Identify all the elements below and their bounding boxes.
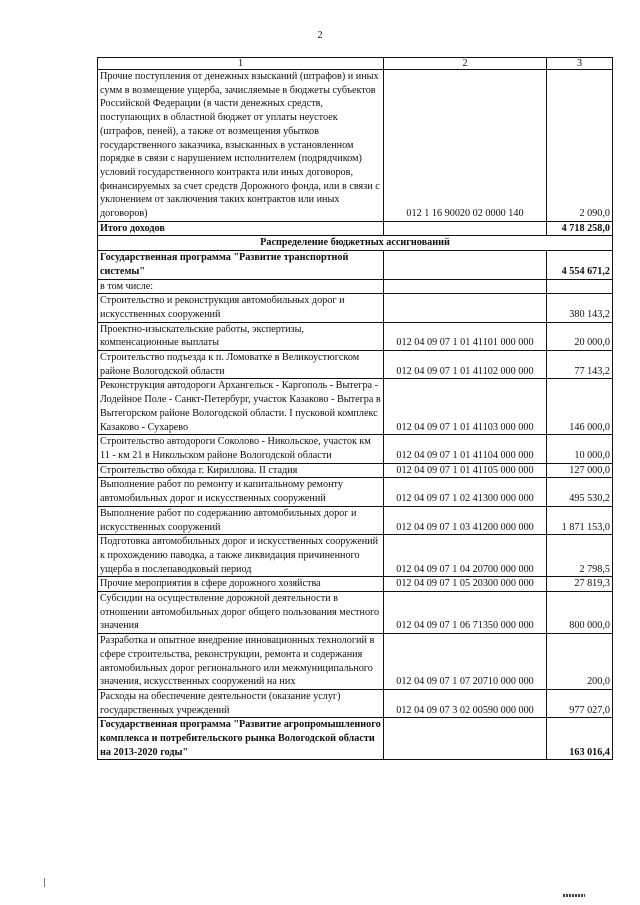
row-description: Строительство подъезда к п. Ломоватке в Великоустюгском районе Вологодской области bbox=[98, 351, 384, 379]
row-amount: 10 000,0 bbox=[547, 435, 613, 463]
row-amount bbox=[547, 279, 613, 294]
page-number: 2 bbox=[317, 30, 323, 41]
table-row bbox=[98, 478, 613, 506]
row-description: Строительство обхода г. Кириллова. II стадия bbox=[98, 463, 384, 478]
row-description: Выполнение работ по ремонту и капитальному ремонту автомобильных дорог и искусственных сооружений bbox=[98, 478, 384, 506]
row-code bbox=[384, 221, 547, 236]
table-row bbox=[98, 463, 613, 478]
row-amount: 127 000,0 bbox=[547, 463, 613, 478]
table-row bbox=[98, 689, 613, 717]
row-code: 012 04 09 07 1 01 41102 000 000 bbox=[384, 351, 547, 379]
row-amount: 146 000,0 bbox=[547, 379, 613, 435]
table-row bbox=[98, 535, 613, 577]
row-description: Реконструкция автодороги Архангельск - Каргополь - Вытегра - Лодейное Поле - Санкт-Петербург, участок Казаково - Вытегра в Вытегорском районе Вологодской области. I пусковой комплекс Казаково - Сухарево bbox=[98, 379, 384, 435]
row-amount: 4 554 671,2 bbox=[547, 251, 613, 279]
row-amount: 2 798,5 bbox=[547, 535, 613, 577]
row-amount: 163 016,4 bbox=[547, 718, 613, 760]
table-row bbox=[98, 634, 613, 690]
budget-table bbox=[97, 57, 613, 760]
row-code: 012 04 09 07 1 01 41104 000 000 bbox=[384, 435, 547, 463]
row-description: Итого доходов bbox=[98, 221, 384, 236]
header-col-3: 3 bbox=[547, 58, 613, 70]
row-amount: 1 871 153,0 bbox=[547, 506, 613, 534]
table-row bbox=[98, 592, 613, 634]
header-col-1: 1 bbox=[98, 58, 384, 70]
row-description: Строительство автодороги Соколово - Никольское, участок км 11 - км 21 в Никольском районе Вологодской области bbox=[98, 435, 384, 463]
table-row bbox=[98, 435, 613, 463]
row-amount: 380 143,2 bbox=[547, 294, 613, 322]
scan-barcode-mark bbox=[563, 894, 585, 897]
row-description: Прочие мероприятия в сфере дорожного хозяйства bbox=[98, 577, 384, 592]
row-code bbox=[384, 294, 547, 322]
row-amount: 27 819,3 bbox=[547, 577, 613, 592]
row-code: 012 04 09 07 1 03 41200 000 000 bbox=[384, 506, 547, 534]
table-row bbox=[98, 379, 613, 435]
row-code bbox=[384, 251, 547, 279]
table-row bbox=[98, 322, 613, 350]
row-description: Расходы на обеспечение деятельности (оказание услуг) государственных учреждений bbox=[98, 689, 384, 717]
row-code: 012 04 09 07 1 02 41300 000 000 bbox=[384, 478, 547, 506]
table-row bbox=[98, 294, 613, 322]
total-income-row bbox=[98, 221, 613, 236]
row-amount: 2 090,0 bbox=[547, 70, 613, 222]
row-description: Разработка и опытное внедрение инновационных технологий в сфере строительства, реконструкции, ремонта и содержания автомобильных дорог регионального или межмуниципального значения, искусственных сооружений на них bbox=[98, 634, 384, 690]
row-description: Государственная программа "Развитие агропромышленного комплекса и потребительского рынка Вологодской области на 2013-2020 годы" bbox=[98, 718, 384, 760]
row-code: 012 04 09 07 3 02 00590 000 000 bbox=[384, 689, 547, 717]
row-description: Субсидии на осуществление дорожной деятельности в отношении автомобильных дорог общего пользования местного значения bbox=[98, 592, 384, 634]
row-amount: 495 530,2 bbox=[547, 478, 613, 506]
scan-edge-mark bbox=[44, 878, 45, 887]
row-code: 012 04 09 07 1 01 41105 000 000 bbox=[384, 463, 547, 478]
row-code: 012 04 09 07 1 05 20300 000 000 bbox=[384, 577, 547, 592]
table-row bbox=[98, 70, 613, 222]
header-col-2: 2 bbox=[384, 58, 547, 70]
row-description: Проектно-изыскательские работы, экспертизы, компенсационные выплаты bbox=[98, 322, 384, 350]
table-row bbox=[98, 718, 613, 760]
table-row bbox=[98, 506, 613, 534]
row-description: Подготовка автомобильных дорог и искусственных сооружений к прохождению паводка, а также ликвидация причиненного ущерба в послепаводковый период bbox=[98, 535, 384, 577]
row-amount: 4 718 258,0 bbox=[547, 221, 613, 236]
row-description: Выполнение работ по содержанию автомобильных дорог и искусственных сооружений bbox=[98, 506, 384, 534]
table-header-row bbox=[98, 58, 613, 70]
section-title: Распределение бюджетных ассигнований bbox=[98, 236, 613, 251]
row-code: 012 1 16 90020 02 0000 140 bbox=[384, 70, 547, 222]
row-description: Строительство и реконструкция автомобильных дорог и искусственных сооружений bbox=[98, 294, 384, 322]
section-title-row bbox=[98, 236, 613, 251]
table-row bbox=[98, 251, 613, 279]
row-amount: 20 000,0 bbox=[547, 322, 613, 350]
row-amount: 200,0 bbox=[547, 634, 613, 690]
row-amount: 800 000,0 bbox=[547, 592, 613, 634]
row-code: 012 04 09 07 1 01 41101 000 000 bbox=[384, 322, 547, 350]
row-code: 012 04 09 07 1 01 41103 000 000 bbox=[384, 379, 547, 435]
table-row bbox=[98, 351, 613, 379]
row-description: Государственная программа "Развитие транспортной системы" bbox=[98, 251, 384, 279]
row-description: в том числе: bbox=[98, 279, 384, 294]
row-amount: 77 143,2 bbox=[547, 351, 613, 379]
table-row bbox=[98, 279, 613, 294]
row-amount: 977 027,0 bbox=[547, 689, 613, 717]
row-description: Прочие поступления от денежных взысканий (штрафов) и иных сумм в возмещение ущерба, зачисляемые в бюджеты субъектов Российской Федерации (в части денежных средств, поступающих в областной бюджет от уплаты неустоек (штрафов, пеней), а также от возмещения убытков государственного заказчика, взысканных в установленном порядке в связи с нарушением исполнителем (подрядчиком) условий государственного контракта или иных договоров, финансируемых за счет средств Дорожного фонда, или в связи с уклонением от заключения таких контрактов или иных договоров) bbox=[98, 70, 384, 222]
row-code bbox=[384, 718, 547, 760]
row-code: 012 04 09 07 1 06 71350 000 000 bbox=[384, 592, 547, 634]
row-code: 012 04 09 07 1 07 20710 000 000 bbox=[384, 634, 547, 690]
table-row bbox=[98, 577, 613, 592]
row-code bbox=[384, 279, 547, 294]
row-code: 012 04 09 07 1 04 20700 000 000 bbox=[384, 535, 547, 577]
